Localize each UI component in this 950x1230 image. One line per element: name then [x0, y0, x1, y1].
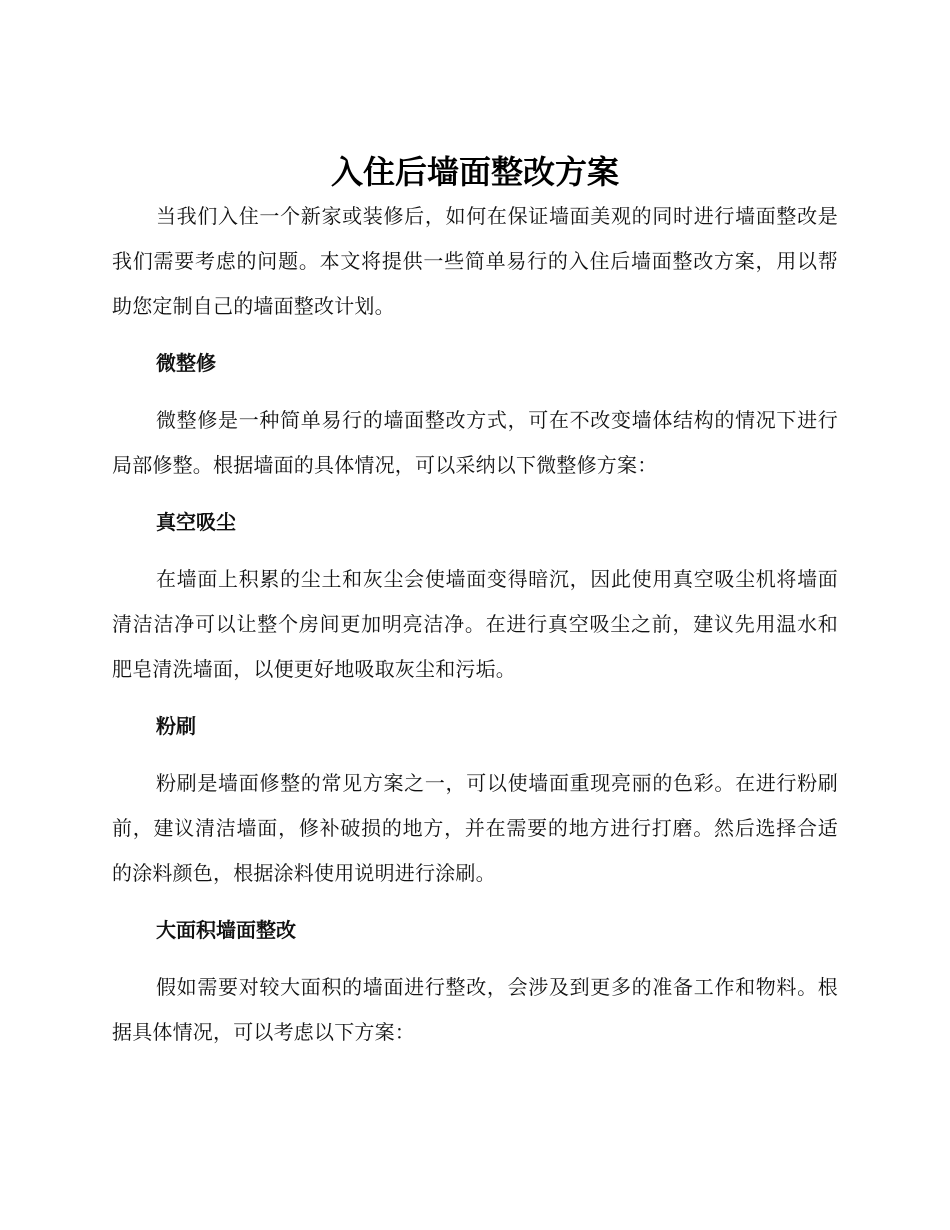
document-title: 入住后墙面整改方案	[330, 153, 619, 191]
section-heading-vacuum: 真空吸尘	[156, 510, 236, 534]
section-body-painting: 粉刷是墙面修整的常见方案之一，可以使墙面重现亮丽的色彩。在进行粉刷前，建议清洁墙面，修补破损的地方，并在需要的地方进行打磨。然后选择合适的涂料颜色，根据涂料使用说明进行涂刷。	[112, 771, 838, 885]
section-body-large-area: 假如需要对较大面积的墙面进行整改，会涉及到更多的准备工作和物料。根据具体情况，可以考虑以下方案：	[112, 975, 838, 1044]
section-heading-micro-repair: 微整修	[156, 351, 216, 375]
section-body-vacuum: 在墙面上积累的尘土和灰尘会使墙面变得暗沉，因此使用真空吸尘机将墙面清洁洁净可以让整个房间更加明亮洁净。在进行真空吸尘之前，建议先用温水和肥皂清洗墙面，以便更好地吸取灰尘和污垢。	[112, 567, 838, 681]
intro-paragraph: 当我们入住一个新家或装修后，如何在保证墙面美观的同时进行墙面整改是我们需要考虑的问题。本文将提供一些简单易行的入住后墙面整改方案，用以帮助您定制自己的墙面整改计划。	[112, 204, 838, 318]
section-heading-painting: 粉刷	[156, 714, 196, 738]
section-body-micro-repair: 微整修是一种简单易行的墙面整改方式，可在不改变墙体结构的情况下进行局部修整。根据墙面的具体情况，可以采纳以下微整修方案：	[112, 408, 838, 477]
section-heading-large-area: 大面积墙面整改	[156, 918, 296, 942]
